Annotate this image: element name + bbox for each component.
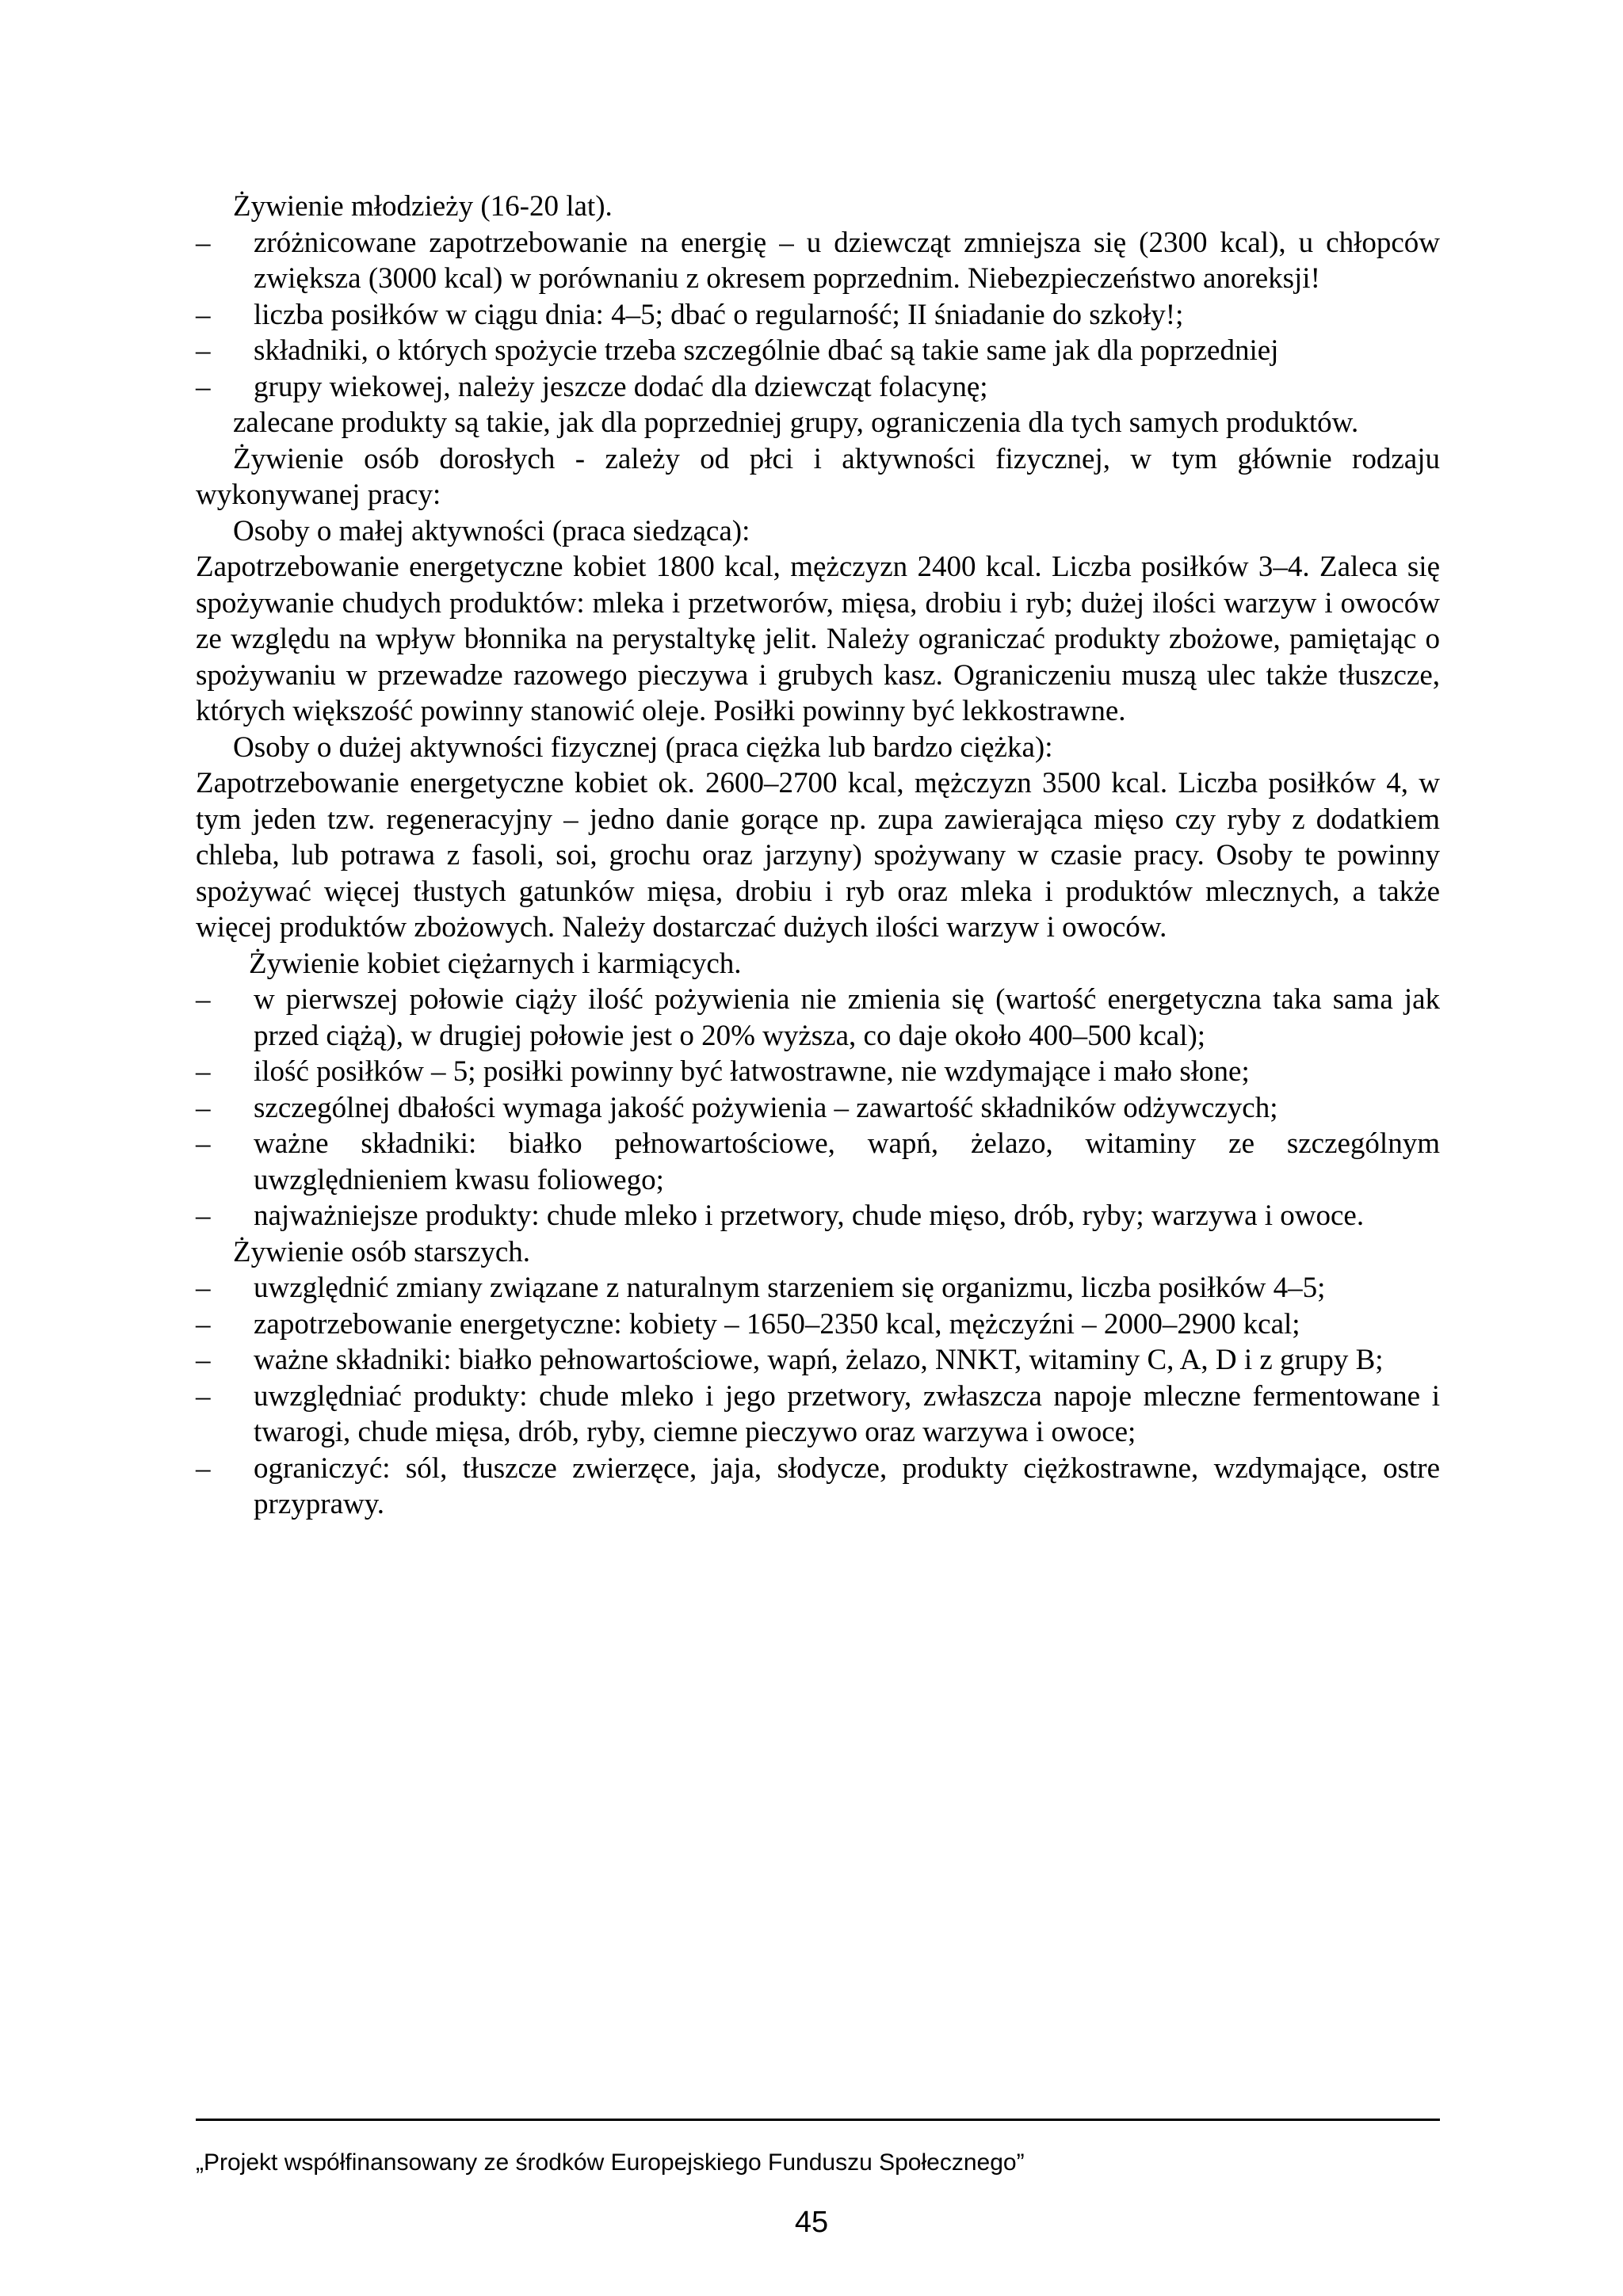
bullet-dash: – (196, 334, 211, 367)
bullet-dash: – (196, 1055, 211, 1088)
bullet-dash: – (196, 370, 211, 403)
bullet-dash: – (196, 1344, 211, 1376)
subheading-high-activity: Osoby o dużej aktywności fizycznej (praca ciężka lub bardzo ciężka): (233, 730, 1053, 764)
list-item: – uwzględniać produkty: chude mleko i jego przetwory, zwłaszcza napoje mleczne fermentowane i twarogi, chude mięsa, drób, ryby, ciemne pieczywo oraz warzywa i owoce; (196, 1379, 1440, 1448)
subheading-low-activity: Osoby o małej aktywności (praca siedząca): (233, 514, 750, 547)
list-item: – najważniejsze produkty: chude mleko i przetwory, chude mięso, drób, ryby; warzywa i owoce. (196, 1198, 1440, 1234)
list-item: – ograniczyć: sól, tłuszcze zwierzęce, jaja, słodycze, produkty ciężkostrawne, wzdymające, ostre przyprawy. (196, 1451, 1440, 1520)
section-heading-youth: Żywienie młodzieży (16-20 lat). (233, 190, 613, 223)
list-item: – ilość posiłków – 5; posiłki powinny być łatwostrawne, nie wzdymające i mało słone; (196, 1054, 1440, 1090)
section-heading-pregnant: Żywienie kobiet ciężarnych i karmiących. (249, 947, 742, 980)
list-item: – ważne składniki: białko pełnowartościowe, wapń, żelazo, NNKT, witaminy C, A, D i z grupy B; (196, 1342, 1440, 1379)
list-item: – zróżnicowane zapotrzebowanie na energię – u dziewcząt zmniejsza się (2300 kcal), u chłopców zwiększa (3000 kcal) w porównaniu z okresem poprzednim. Niebezpieczeństwo anoreksji! (196, 226, 1440, 295)
paragraph-low-activity: Zapotrzebowanie energetyczne kobiet 1800 kcal, mężczyzn 2400 kcal. Liczba posiłków 3–4. Zaleca się spożywanie chudych produktów: mleka i przetworów, mięsa, drobiu i ryb; dużej ilości warzyw i owoców ze względu na wpływ błonnika na perystaltykę jelit. Należy ograniczać produkty zbożowe, pamiętając o spożywaniu w przewadze razowego pieczywa i grubych kasz. Ograniczeniu muszą ulec także tłuszcze, których większość powinny stanowić oleje. Posiłki powinny być lekkostrawne. (196, 551, 1440, 727)
bullet-dash: – (196, 1451, 211, 1485)
list-item: – zapotrzebowanie energetyczne: kobiety – 1650–2350 kcal, mężczyźni – 2000–2900 kcal; (196, 1306, 1440, 1343)
bullet-dash: – (196, 983, 211, 1016)
list-item: – szczególnej dbałości wymaga jakość pożywienia – zawartość składników odżywczych; (196, 1090, 1440, 1127)
bullet-dash: – (196, 298, 211, 331)
paragraph-high-activity: Zapotrzebowanie energetyczne kobiet ok. 2600–2700 kcal, mężczyzn 3500 kcal. Liczba posiłków 4, w tym jeden tzw. regeneracyjny – jedno danie gorące np. zupa zawierająca mięso czy ryby z dodatkiem chleba, lub potrawa z fasoli, soi, grochu oraz jarzyny) spożywany w czasie pracy. Osoby te powinny spożywać więcej tłustych gatunków mięsa, drobiu i ryb oraz mleka i produktów mlecznych, a także więcej produktów zbożowych. Należy dostarczać dużych ilości warzyw i owoców. (196, 767, 1440, 944)
bullet-dash: – (196, 1199, 211, 1232)
list-item: – liczba posiłków w ciągu dnia: 4–5; dbać o regularność; II śniadanie do szkoły!; (196, 297, 1440, 334)
paragraph-adults-intro: Żywienie osób dorosłych - zależy od płci i aktywności fizycznej, w tym głównie rodzaju wykonywanej pracy: (196, 442, 1440, 511)
bullet-dash: – (196, 1379, 211, 1413)
paragraph-youth-products: zalecane produkty są takie, jak dla poprzedniej grupy, ograniczenia dla tych samych produktów. (233, 406, 1359, 439)
section-heading-elderly: Żywienie osób starszych. (233, 1235, 531, 1268)
list-item: – ważne składniki: białko pełnowartościowe, wapń, żelazo, witaminy ze szczególnym uwzględnieniem kwasu foliowego; (196, 1127, 1440, 1196)
bullet-dash: – (196, 1127, 211, 1160)
bullet-dash: – (196, 1307, 211, 1341)
footer-funding-note: „Projekt współfinansowany ze środków Europejskiego Funduszu Społecznego” (196, 2149, 1025, 2176)
footer-divider (196, 2119, 1440, 2121)
list-item: – składniki, o których spożycie trzeba szczególnie dbać są takie same jak dla poprzedniej (196, 333, 1440, 369)
bullet-dash: – (196, 226, 211, 259)
bullet-dash: – (196, 1272, 211, 1304)
list-item: – uwzględnić zmiany związane z naturalnym starzeniem się organizmu, liczba posiłków 4–5; (196, 1270, 1440, 1306)
page-number: 45 (794, 2206, 829, 2239)
bullet-dash: – (196, 1091, 211, 1124)
list-item: – w pierwszej połowie ciąży ilość pożywienia nie zmienia się (wartość energetyczna taka sama jak przed ciążą), w drugiej połowie jest o 20% wyższa, co daje około 400–500 kcal); (196, 983, 1440, 1052)
list-item: – grupy wiekowej, należy jeszcze dodać dla dziewcząt folacynę; (196, 369, 1440, 406)
page-body (196, 189, 1440, 1523)
